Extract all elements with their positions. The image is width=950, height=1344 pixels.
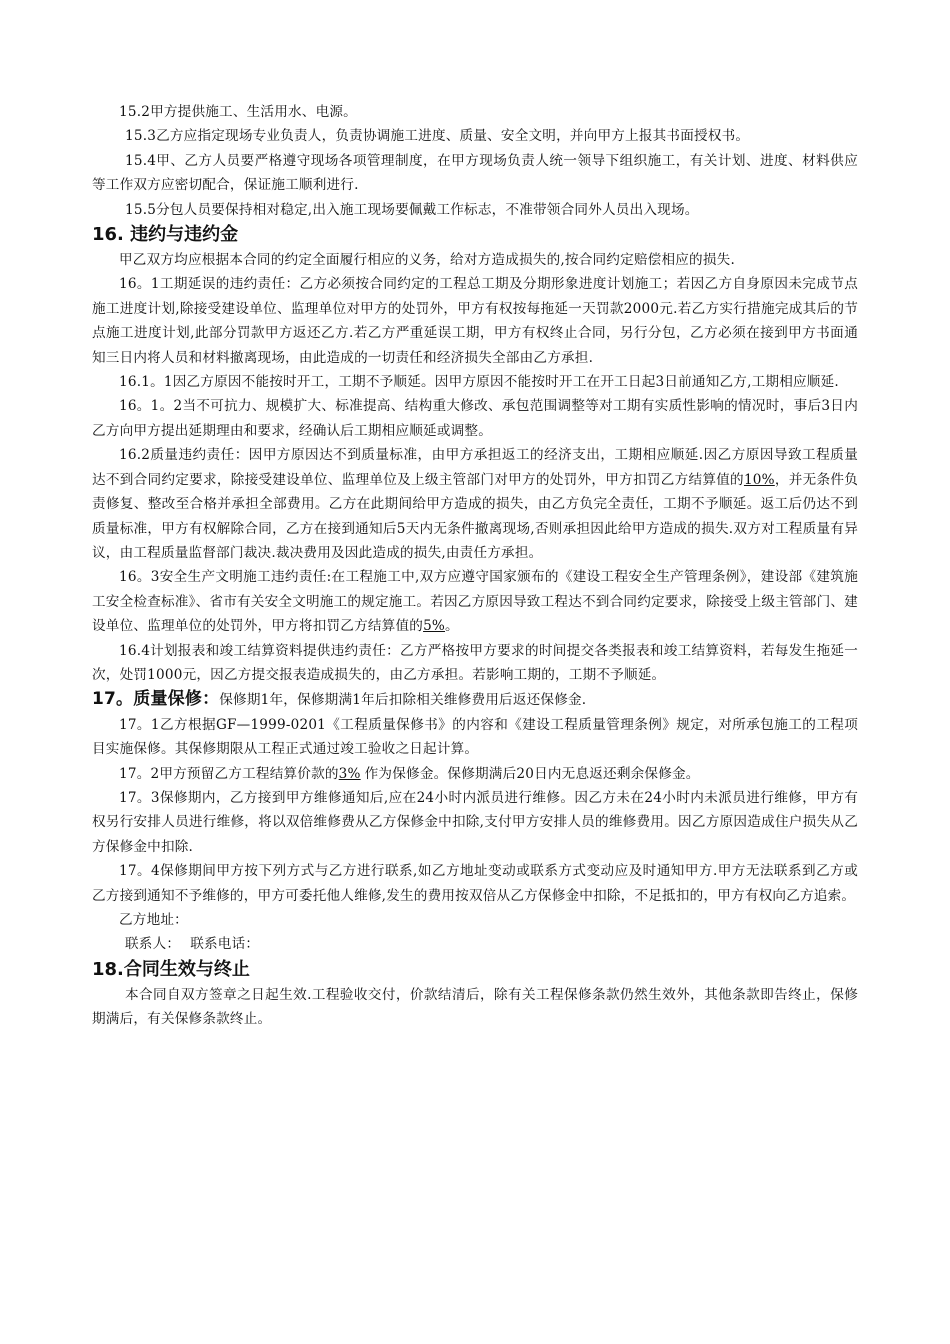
clause-15-3: 15.3乙方应指定现场专业负责人，负责协调施工进度、质量、安全文明，并向甲方上报其书面授权书。 <box>125 128 750 145</box>
clause-15-5: 15.5分包人员要保持相对稳定,出入施工现场要佩戴工作标志，不准带领合同外人员出入现场。 <box>125 201 699 218</box>
section-16-intro: 甲乙双方均应根据本合同的约定全面履行相应的义务，给对方造成损失的,按合同约定赔偿相应的损失. <box>119 252 735 269</box>
clause-17-1: 17。1乙方根据GF—1999-0201《工程质量保修书》的内容和《建设工程质量管理条例》规定，对所承包施工的工程项目实施保修。其保修期限从工程正式通过竣工验收之日起计算。 <box>92 716 858 758</box>
clause-16-2-text-b: ，并无条件负责修复、整改至合格并承担全部费用。乙方在此期间给甲方造成的损失，由乙方负完全责任，工期不予顺延。返工后仍达不到质量标准，甲方有权解除合同，乙方在接到通知后5天内无条件撤离现场,否则承担因此给甲方造成的损失.双方对工程质量有异议，由工程质量监督部门裁决.裁决费用及因此造成的损失,由责任方承担。 <box>92 471 858 561</box>
clause-17-2 <box>92 762 858 786</box>
contractor-address: 乙方地址： <box>119 912 188 928</box>
clause-15-4: 15.4甲、乙方人员要严格遵守现场各项管理制度，在甲方现场负责人统一领导下组织施工，有关计划、进度、材料供应等工作双方应密切配合，保证施工顺利进行. <box>92 152 858 194</box>
clause-16-3-text-a: 16。3安全生产文明施工违约责任:在工程施工中,双方应遵守国家颁布的《建设工程安全生产管理条例》，建设部《建筑施工安全检查标准》、省市有关安全文明施工的规定施工。若因乙方原因导致工程达不到合同约定要求，除接受上级主管部门、建设单位、监理单位的处罚外，甲方将扣罚乙方结算值的 <box>92 569 858 635</box>
clause-17-2-percent: 3% <box>338 765 361 782</box>
contact-person-label: 联系人： <box>125 936 181 953</box>
clause-16-3-text-b: 。 <box>445 618 459 635</box>
clause-16-1: 16。1工期延误的违约责任：乙方必须按合同约定的工程总工期及分期形象进度计划施工；若因乙方自身原因未完成节点施工进度计划,除接受建设单位、监理单位对甲方的处罚外，甲方有权按每拖延一天罚款2000元.若乙方实行措施完成其后的节点施工进度计划,此部分罚款甲方返还乙方.若乙方严重延误工期，甲方有权终止合同，另行分包，乙方必须在接到甲方书面通知三日内将人员和材料撤离现场，由此造成的一切责任和经济损失全部由乙方承担. <box>92 276 858 366</box>
clause-16-2-text-a: 16.2质量违约责任：因甲方原因达不到质量标准，由甲方承担返工的经济支出，工期相应顺延.因乙方原因导致工程质量达不到合同约定要求，除接受建设单位、监理单位及上级主管部门对甲方的处罚外，甲方扣罚乙方结算值的 <box>92 447 858 488</box>
contact-line <box>92 932 858 956</box>
clause-16-3-percent: 5% <box>423 618 446 635</box>
clause-16-1-1: 16.1。1因乙方原因不能按时开工，工期不予顺延。因甲方原因不能按时开工在开工日起3日前通知乙方,工期相应顺延. <box>119 374 839 391</box>
clause-16-2 <box>92 443 858 565</box>
contact-phone-label: 联系电话： <box>190 936 260 953</box>
clause-15-2: 15.2甲方提供施工、生活用水、电源。 <box>119 104 357 120</box>
section-17-colon: ： <box>202 689 220 710</box>
section-17-text: 保修期1年，保修期满1年后扣除相关维修费用后返还保修金. <box>219 692 587 709</box>
clause-16-4: 16.4计划报表和竣工结算资料提供违约责任：乙方严格按甲方要求的时间提交各类报表和竣工结算资料，若每发生拖延一次，处罚1000元，因乙方提交报表造成损失的，由乙方承担。若影响工期的，工期不予顺延。 <box>92 642 858 683</box>
section-17-title: 17。质量保修 <box>92 689 203 710</box>
clause-17-2-text-b: 作为保修金。保修期满后20日内无息返还剩余保修金。 <box>364 765 700 782</box>
section-18-text: 本合同自双方签章之日起生效.工程验收交付，价款结清后，除有关工程保修条款仍然生效外，其他条款即告终止，保修期满后，有关保修条款终止。 <box>92 986 858 1028</box>
section-18-heading: 18.合同生效与终止 <box>92 958 250 980</box>
section-17-heading <box>92 687 858 712</box>
document-body <box>92 100 858 1032</box>
clause-17-2-text-a: 17。2甲方预留乙方工程结算价款的 <box>119 765 339 782</box>
clause-17-4: 17。4保修期间甲方按下列方式与乙方进行联系,如乙方地址变动或联系方式变动应及时通知甲方.甲方无法联系到乙方或乙方接到通知不予维修的，甲方可委托他人维修,发生的费用按双倍从乙方保修金中扣除，不足抵扣的，甲方有权向乙方追索。 <box>92 863 858 904</box>
clause-17-3: 17。3保修期内，乙方接到甲方维修通知后,应在24小时内派员进行维修。因乙方未在24小时内未派员进行维修，甲方有权另行安排人员进行维修，将以双倍维修费从乙方保修金中扣除,支付甲方安排人员的维修费用。因乙方原因造成住户损失从乙方保修金中扣除. <box>92 789 858 855</box>
clause-16-3 <box>92 565 858 638</box>
clause-16-2-percent: 10% <box>743 471 775 488</box>
clause-16-1-2: 16。1。2当不可抗力、规模扩大、标准提高、结构重大修改、承包范围调整等对工期有实质性影响的情况时，事后3日内乙方向甲方提出延期理由和要求，经确认后工期相应顺延或调整。 <box>92 398 858 439</box>
section-16-heading: 16. 违约与违约金 <box>92 224 239 246</box>
